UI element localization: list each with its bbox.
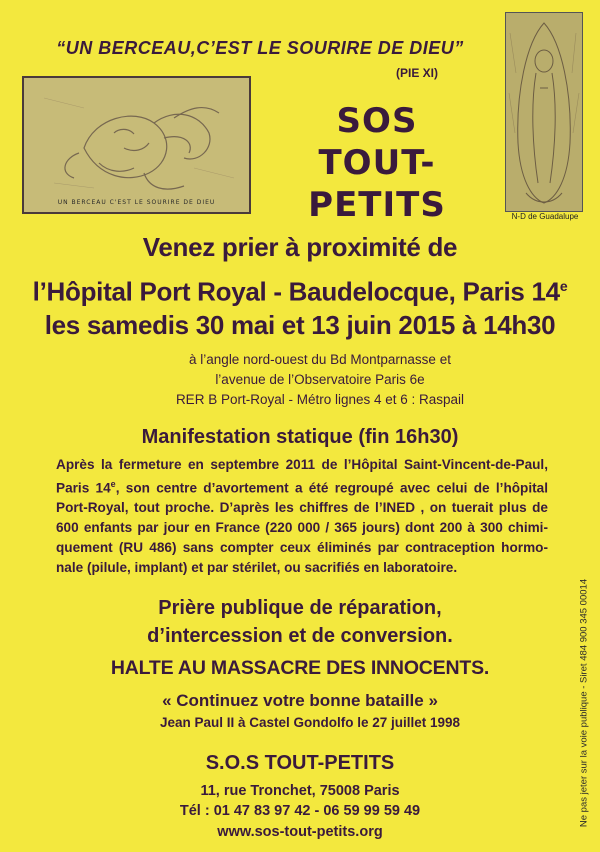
virgin-of-guadalupe-image <box>505 12 583 212</box>
location-line1: à l’angle nord-ouest du Bd Montparnasse et <box>189 352 451 367</box>
pope-quote-author: Jean Paul II à Castel Gondolfo le 27 juillet 1998 <box>159 715 461 730</box>
quote-attribution: (PIE XI) <box>396 66 439 80</box>
contact-website: www.sos-tout-petits.org <box>217 824 383 840</box>
body-part2: , son centre d’avortement a été regroupé avec celui de l’hôpital Port-Royal, tout proche. D’après les chiffres de l’INED , on tuerait plus de 600 enfants par jour en France (220 000 / 365 jours) dont 200 à 300 chimi-quement (RU 486) sans compter ceux éliminés par contraception hormo-nale (pilule, implant) et par stérilet, ou sacrifiés en laboratoire. <box>56 480 548 575</box>
org-title-line1: SOS <box>336 101 418 141</box>
contact-org: S.O.S TOUT-PETITS <box>205 752 395 774</box>
headline-line1: Venez prier à proximité de <box>142 232 458 262</box>
contact-phone: Tél : 01 47 83 97 42 - 06 59 99 59 49 <box>179 803 421 819</box>
image-caption: N-D de Guadalupe <box>511 212 579 221</box>
headline-line2-text: l’Hôpital Port Royal - Baudelocque, Paris 14 <box>32 276 560 307</box>
vertical-legal-note <box>574 560 594 846</box>
header-quote: “UN BERCEAU,C’EST LE SOURIRE DE DIEU” <box>56 38 464 58</box>
headline-line2-sup: e <box>559 278 568 294</box>
manifestation-heading: Manifestation statique (fin 16h30) <box>141 426 459 448</box>
engraving-caption: UN BERCEAU C'EST LE SOURIRE DE DIEU <box>57 199 216 206</box>
location-line2: l’avenue de l’Observatoire Paris 6e <box>215 372 425 387</box>
headline-line2 <box>0 267 600 311</box>
prayer-line2: d’intercession et de conversion. <box>147 625 453 647</box>
vertical-legal-text: Ne pas jeter sur la voie publique - Siret 484 900 345 00014 <box>578 578 590 828</box>
cherub-engraving-image <box>22 76 251 214</box>
headline-line3: les samedis 30 mai et 13 juin 2015 à 14h30 <box>44 310 556 340</box>
body-paragraph <box>56 455 548 577</box>
org-title-line2: TOUT-PETITS <box>308 143 446 225</box>
body-part1: Après la fermeture en septembre 2011 de l’Hôpital Saint-Vincent-de-Paul, Paris 14 <box>56 457 548 496</box>
body-sup: e <box>110 478 116 489</box>
prayer-line1: Prière publique de réparation, <box>158 597 442 619</box>
location-line3: RER B Port-Royal - Métro lignes 4 et 6 : Raspail <box>175 392 465 407</box>
org-title <box>250 100 504 226</box>
contact-address: 11, rue Tronchet, 75008 Paris <box>200 783 400 799</box>
pope-quote: « Continuez votre bonne bataille » <box>162 691 438 710</box>
halte-slogan: HALTE AU MASSACRE DES INNOCENTS. <box>110 657 490 679</box>
